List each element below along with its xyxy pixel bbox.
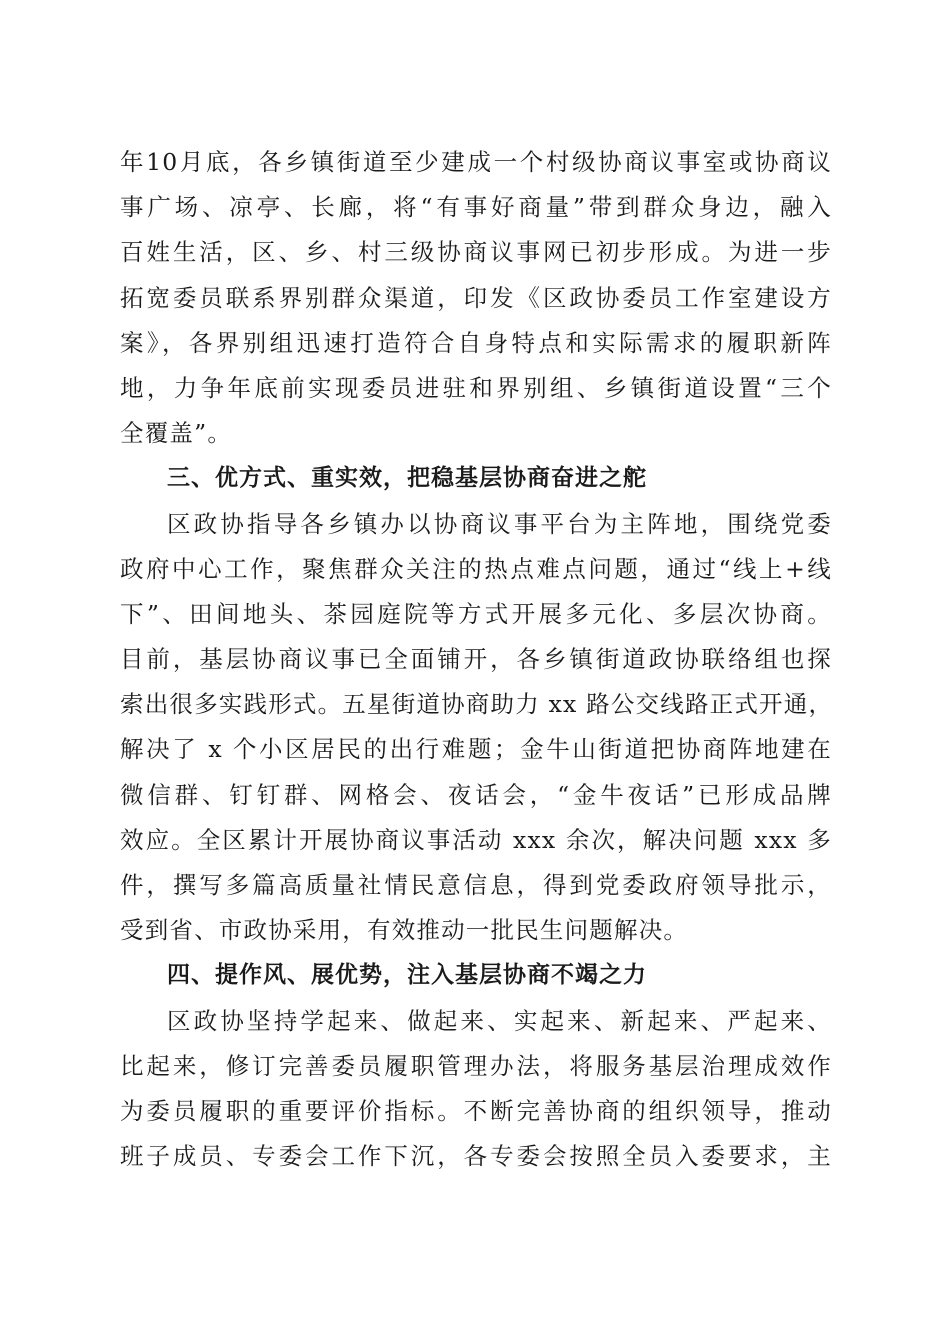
paragraph-3	[120, 999, 832, 1180]
text-line: 比起来，修订完善委员履职管理办法，将服务基层治理成效作	[120, 1051, 832, 1080]
text-line: 事广场、凉亭、长廊，将“有事好商量”带到群众身边，融入	[120, 193, 832, 222]
text-line: 目前，基层协商议事已全面铺开，各乡镇街道政协联络组也探	[120, 645, 832, 674]
text-line: 地，力争年底前实现委员进驻和界别组、乡镇街道设置“三个	[120, 373, 832, 402]
text-line: 索出很多实践形式。五星街道协商助力 xx 路公交线路正式开通，	[120, 690, 834, 719]
text-line: 百姓生活，区、乡、村三级协商议事网已初步形成。为进一步	[120, 238, 832, 267]
text-line: 解决了 x 个小区居民的出行难题；金牛山街道把协商阵地建在	[120, 735, 832, 764]
text-line: 受到省、市政协采用，有效推动一批民生问题解决。	[120, 916, 689, 945]
text-line: 全覆盖”。	[120, 419, 233, 448]
text-line: 区政协指导各乡镇办以协商议事平台为主阵地，围绕党委	[167, 509, 832, 538]
document-body	[120, 140, 832, 1179]
text-line: 拓宽委员联系界别群众渠道，印发《区政协委员工作室建设方	[120, 283, 832, 312]
text-line: 下”、田间地头、茶园庭院等方式开展多元化、多层次协商。	[120, 599, 832, 628]
text-line: 区政协坚持学起来、做起来、实起来、新起来、严起来、	[167, 1006, 832, 1035]
text-line: 班子成员、专委会工作下沉，各专委会按照全员入委要求，主	[120, 1142, 832, 1171]
text-line: 年10月底，各乡镇街道至少建成一个村级协商议事室或协商议	[120, 148, 832, 176]
section-heading-4: 四、提作风、展优势，注入基层协商不竭之力	[167, 962, 647, 989]
text-line: 政府中心工作，聚焦群众关注的热点难点问题，通过“线上+线	[120, 554, 832, 583]
section-heading-3: 三、优方式、重实效，把稳基层协商奋进之舵	[167, 465, 647, 492]
paragraph-2	[120, 502, 832, 954]
text-line: 为委员履职的重要评价指标。不断完善协商的组织领导，推动	[120, 1096, 832, 1125]
text-line: 件，撰写多篇高质量社情民意信息，得到党委政府领导批示，	[120, 871, 832, 899]
paragraph-1	[120, 140, 832, 456]
text-line: 案》，各界别组迅速打造符合自身特点和实际需求的履职新阵	[120, 328, 832, 357]
text-line: 微信群、钉钉群、网格会、夜话会，“金牛夜话”已形成品牌	[120, 780, 832, 809]
text-line: 效应。全区累计开展协商议事活动 xxx 余次，解决问题 xxx 多	[120, 825, 832, 854]
